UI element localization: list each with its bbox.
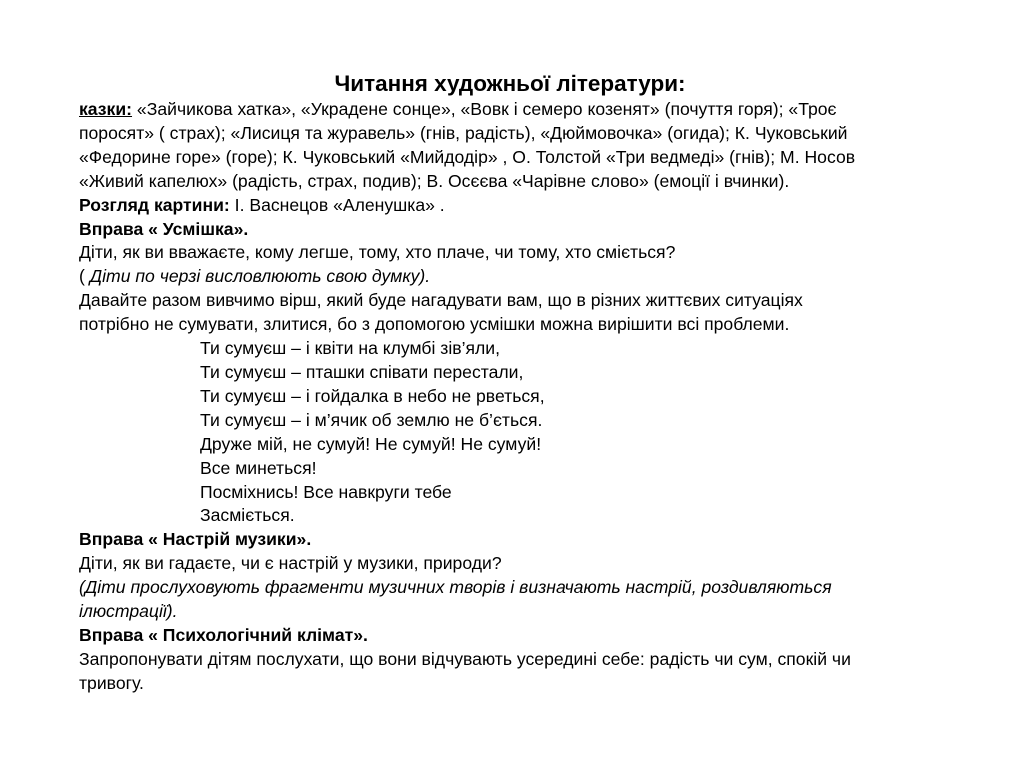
smile-question: Діти, як ви вважаєте, кому легше, тому, хто плаче, чи тому, хто сміється?: [79, 242, 676, 263]
poem-line: Ти сумуєш – пташки співати перестали,: [200, 361, 524, 382]
poem: [79, 337, 979, 528]
tales-line-1: [79, 98, 979, 122]
picture-text: І. Васнецов «Аленушка» .: [229, 194, 445, 215]
music-note-1: (Діти прослуховують фрагменти музичних творів і визначають настрій, роздивляються: [79, 577, 832, 598]
tales-line-4: «Живий капелюх» (радість, страх, подив); В. Осєєва «Чарівне слово» (емоції і вчинки).: [79, 170, 790, 191]
slide-content: [79, 70, 979, 696]
smile-heading: Вправа « Усмішка».: [79, 218, 249, 239]
poem-line: Все минеться!: [200, 457, 317, 478]
poem-line: Ти сумуєш – і гойдалка в небо не рветься,: [200, 385, 545, 406]
climate-text-1: Запропонувати дітям послухати, що вони відчувають усередині себе: радість чи сум, спокій чи: [79, 648, 851, 669]
tales-line-3: «Федорине горе» (горе); К. Чуковський «Мийдодір» , О. Толстой «Три ведмеді» (гнів); М. Носов: [79, 146, 856, 167]
poem-line: Ти сумуєш – і квіти на клумбі зів’яли,: [200, 338, 501, 359]
smile-note: [79, 265, 979, 289]
smile-note-text: Діти по черзі висловлюють свою думку).: [89, 266, 431, 287]
picture-line: [79, 194, 979, 218]
poem-line: Засміється.: [200, 505, 295, 526]
poem-line: Посміхнись! Все навкруги тебе: [200, 481, 452, 502]
climate-text-2: тривогу.: [79, 672, 144, 693]
smile-note-open: (: [79, 266, 90, 287]
smile-intro-2: потрібно не сумувати, злитися, бо з допомогою усмішки можна вирішити всі проблеми.: [79, 314, 790, 335]
poem-line: Друже мій, не сумуй! Не сумуй! Не сумуй!: [200, 433, 542, 454]
music-note-2: ілюстрації).: [79, 601, 178, 622]
slide-title: Читання художньої літератури:: [334, 71, 686, 96]
music-heading: Вправа « Настрій музики».: [79, 529, 312, 550]
picture-label: Розгляд картини:: [79, 194, 230, 215]
poem-line: Ти сумуєш – і м’ячик об землю не б’ється.: [200, 409, 543, 430]
climate-heading: Вправа « Психологічний клімат».: [79, 624, 368, 645]
tales-line-2: поросят» ( страх); «Лисиця та журавель» (гнів, радість), «Дюймовочка» (огида); К. Чуковський: [79, 122, 848, 143]
tales-text-1: «Зайчикова хатка», «Украдене сонце», «Вовк і семеро козенят» (почуття горя); «Троє: [132, 99, 837, 119]
smile-intro-1: Давайте разом вивчимо вірш, який буде нагадувати вам, що в різних життєвих ситуаціях: [79, 290, 803, 311]
music-question: Діти, як ви гадаєте, чи є настрій у музики, природи?: [79, 553, 502, 574]
tales-label: казки:: [79, 99, 133, 119]
